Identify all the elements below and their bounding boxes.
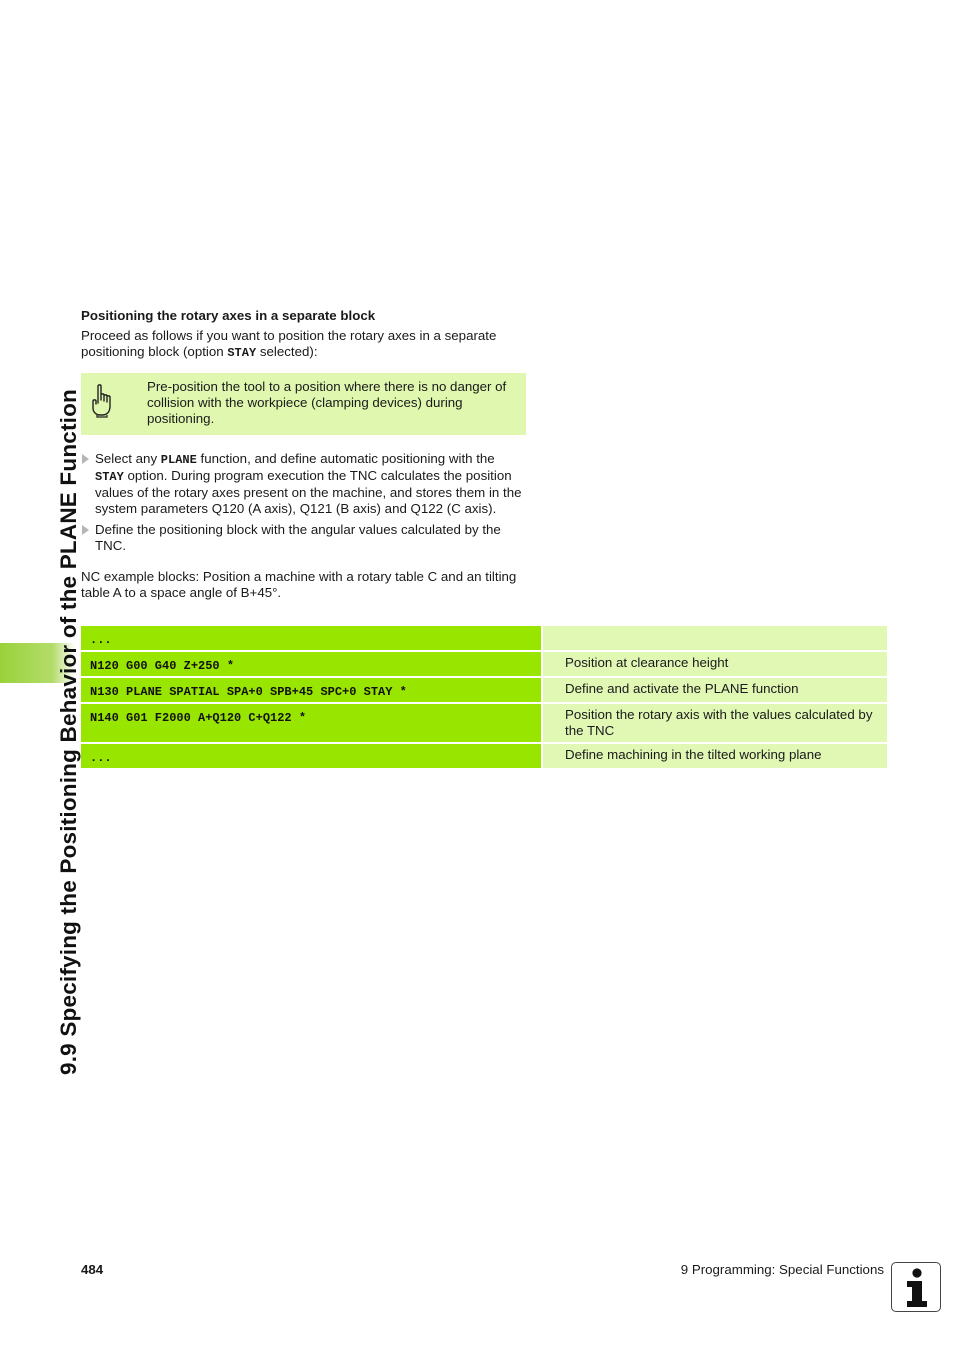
info-icon bbox=[891, 1262, 941, 1312]
intro-text-before: Proceed as follows if you want to position the rotary axes in a separate positioning block (option bbox=[81, 328, 497, 359]
step-1-code-stay: STAY bbox=[95, 470, 124, 484]
arrow-bullet-icon bbox=[82, 525, 89, 535]
nc-example-table bbox=[81, 624, 887, 770]
nc-code: N140 G01 F2000 A+Q120 C+Q122 * bbox=[90, 711, 307, 725]
page-number: 484 bbox=[81, 1262, 104, 1277]
table-row bbox=[81, 704, 887, 742]
step-1-text-b: function, and define automatic positioning with the bbox=[196, 451, 495, 466]
info-glyph bbox=[892, 1263, 940, 1311]
footer-chapter: 9 Programming: Special Functions bbox=[680, 1262, 884, 1277]
nc-comment-cell bbox=[543, 626, 887, 650]
nc-comment-cell: Define and activate the PLANE function bbox=[543, 678, 887, 702]
nc-comment-cell: Define machining in the tilted working plane bbox=[543, 744, 887, 768]
step-item bbox=[81, 451, 526, 517]
note-text: Pre-position the tool to a position where there is no danger of collision with the workpiece (clamping devices) during positioning. bbox=[147, 379, 507, 426]
nc-code-cell bbox=[81, 744, 541, 768]
nc-code-cell bbox=[81, 626, 541, 650]
section-heading: Positioning the rotary axes in a separate block bbox=[81, 308, 376, 323]
table-row bbox=[81, 744, 887, 768]
nc-code: ... bbox=[90, 633, 112, 647]
pointing-hand-icon bbox=[89, 384, 115, 418]
nc-code: N120 G00 G40 Z+250 * bbox=[90, 659, 235, 673]
step-item bbox=[81, 522, 526, 554]
table-row bbox=[81, 626, 887, 650]
arrow-bullet-icon bbox=[82, 454, 89, 464]
nc-comment-cell: Position the rotary axis with the values calculated by the TNC bbox=[543, 704, 887, 742]
step-1-code-plane: PLANE bbox=[160, 453, 197, 467]
nc-code-cell bbox=[81, 678, 541, 702]
step-list bbox=[81, 451, 526, 554]
intro-paragraph bbox=[81, 328, 526, 361]
step-1-text-c: option. During program execution the TNC calculates the position values of the rotary axes present on the machine, and stores them in the system parameters Q120 (A axis), Q121 (B axis) and Q122 (C axis). bbox=[95, 468, 522, 516]
table-row bbox=[81, 678, 887, 702]
main-content bbox=[81, 308, 526, 601]
intro-code-stay: STAY bbox=[227, 346, 257, 360]
nc-comment-cell: Position at clearance height bbox=[543, 652, 887, 676]
nc-code-cell bbox=[81, 652, 541, 676]
step-1-text-a: Select any bbox=[95, 451, 161, 466]
note-box bbox=[81, 373, 526, 435]
nc-code: N130 PLANE SPATIAL SPA+0 SPB+45 SPC+0 STAY * bbox=[90, 685, 407, 699]
table-row bbox=[81, 652, 887, 676]
intro-text-after: selected): bbox=[256, 344, 318, 359]
example-intro: NC example blocks: Position a machine with a rotary table C and an tilting table A to a space angle of B+45°. bbox=[81, 569, 517, 600]
step-2-text: Define the positioning block with the angular values calculated by the TNC. bbox=[95, 522, 501, 553]
nc-code: ... bbox=[90, 751, 112, 765]
chapter-side-title: 9.9 Specifying the Positioning Behavior of the PLANE Function bbox=[56, 388, 81, 1075]
nc-code-cell bbox=[81, 704, 541, 742]
